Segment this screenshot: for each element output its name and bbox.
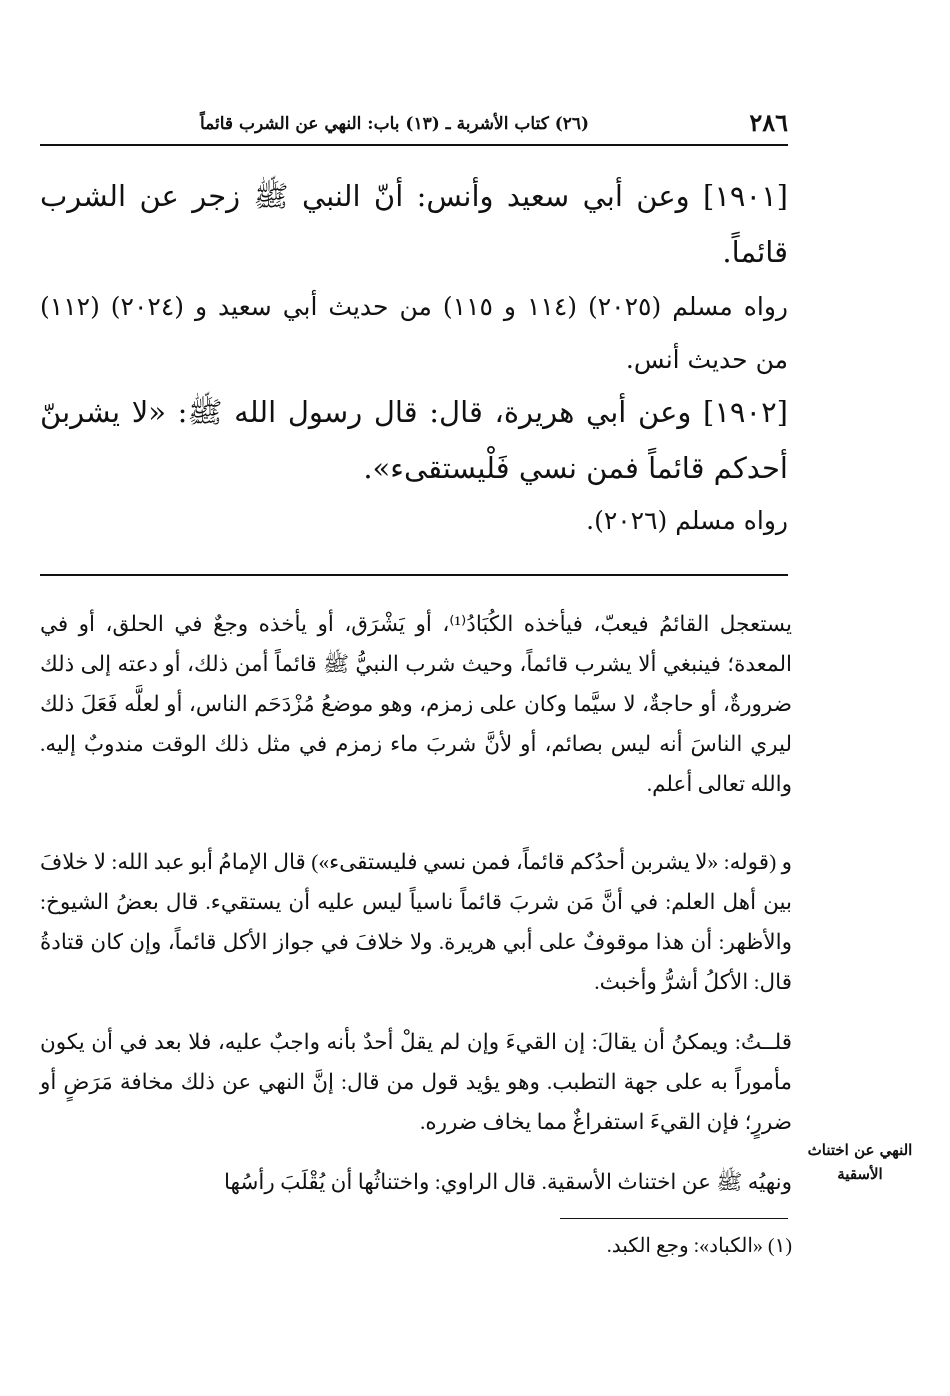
footnote-rule — [560, 1218, 788, 1219]
hadith-1901: [١٩٠١] وعن أبي سعيد وأنس: أنّ النبي ﷺ زجر عن الشرب قائماً. — [40, 179, 788, 269]
footnote: (١) «الكباد»: وجع الكبد. — [606, 1235, 792, 1257]
hadith-1901-source: رواه مسلم (٢٠٢٥) (١١٤ و ١١٥) من حديث أبي سعيد و (٢٠٢٤) (١١٢) من حديث أنس. — [40, 292, 788, 374]
page-header — [40, 108, 788, 146]
commentary-paragraph-4: ونهيُه ﷺ عن اختناث الأسقية. قال الراوي: واختناثُها أن يُقْلَبَ رأسُها — [223, 1170, 792, 1194]
commentary-paragraph-3: قلــتُ: ويمكنُ أن يقالَ: إن القيءَ وإن لم يقلْ أحدٌ بأنه واجبٌ عليه، فلا بعد في أن يكون مأموراً به على جهة التطبب. وهو يؤيد قول من قال: إنَّ النهي عن ذلك مخافة مَرَضٍ أو ضررٍ؛ فإن القيءَ استفراغٌ مما يخاف ضرره. — [40, 1030, 792, 1134]
margin-note: النهي عن اختناث الأسقية — [807, 1141, 913, 1183]
section-divider — [40, 574, 788, 576]
page-number: ٢٨٦ — [749, 108, 788, 137]
running-title: (٢٦) كتاب الأشربة ـ (١٣) باب: النهي عن الشرب قائماً — [200, 114, 590, 134]
hadith-1902: [١٩٠٢] وعن أبي هريرة، قال: قال رسول الله ﷺ: «لا يشربنّ أحدكم قائماً فمن نسي فَلْيستقىء». — [40, 395, 788, 485]
commentary-paragraph-1: يستعجل القائمُ فيعبّ، فيأخذه الكُبَادُ⁽¹⁾، أو يَشْرَق، أو يأخذه وجعٌ في الحلق، أو في المعدة؛ فينبغي ألا يشرب قائماً، وحيث شرب النبيُّ ﷺ قائماً أمن ذلك، أو دعته إلى ذلك ضرورةٌ، أو حاجةٌ، لا سيَّما وكان على زمزم، وهو موضعُ مُزْدَحَم الناس، أو لعلَّه فَعَلَ ذلك ليري الناسَ أنه ليس بصائم، أو لأنَّ شربَ ماء زمزم في مثل ذلك الوقت مندوبٌ إليه. والله تعالى أعلم. — [40, 612, 792, 796]
commentary-paragraph-2: و (قوله: «لا يشربن أحدُكم قائماً، فمن نسي فليستقىء») قال الإمامُ أبو عبد الله: لا خلافَ بين أهل العلم: في أنَّ مَن شربَ قائماً ناسياً ليس عليه أن يستقيء. قال بعضُ الشيوخ: والأظهر: أن هذا موقوفٌ على أبي هريرة. ولا خلافَ في جواز الأكل قائماً، وإن كان قتادةُ قال: الأكلُ أشرُّ وأخبث. — [40, 850, 792, 994]
hadith-1902-source: رواه مسلم (٢٠٢٦). — [586, 506, 788, 535]
